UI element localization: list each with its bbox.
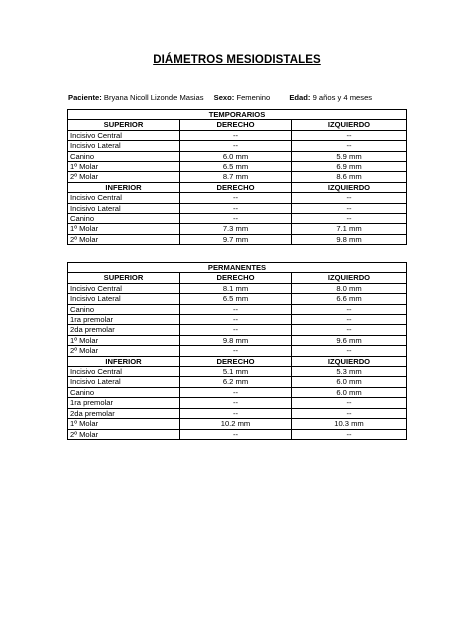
column-header: INFERIOR	[68, 356, 180, 366]
right-value-cell: 7.3 mm	[180, 224, 292, 234]
patient-sex-label: Sexo:	[213, 93, 235, 102]
left-value-cell: --	[292, 408, 407, 418]
right-value-cell: 9.8 mm	[180, 335, 292, 345]
left-value-cell: --	[292, 193, 407, 203]
right-value-cell: 8.7 mm	[180, 172, 292, 182]
tooth-name-cell: 2º Molar	[68, 172, 180, 182]
table-row	[68, 325, 407, 335]
right-value-cell: 6.5 mm	[180, 294, 292, 304]
table-row	[68, 387, 407, 397]
table-row	[68, 203, 407, 213]
permanentes-caption: PERMANENTES	[68, 263, 407, 273]
table-row	[68, 419, 407, 429]
left-value-cell: --	[292, 346, 407, 356]
tooth-name-cell: Canino	[68, 387, 180, 397]
tooth-name-cell: Canino	[68, 304, 180, 314]
tooth-name-cell: 1º Molar	[68, 224, 180, 234]
left-value-cell: --	[292, 304, 407, 314]
permanentes-table	[67, 262, 407, 440]
patient-age-label: Edad:	[289, 93, 311, 102]
left-value-cell: --	[292, 141, 407, 151]
tooth-name-cell: Canino	[68, 151, 180, 161]
tooth-name-cell: Incisivo Lateral	[68, 377, 180, 387]
table-row	[68, 294, 407, 304]
right-value-cell: --	[180, 304, 292, 314]
table-row	[68, 335, 407, 345]
column-header: DERECHO	[180, 273, 292, 283]
table-row	[68, 367, 407, 377]
tooth-name-cell: 1º Molar	[68, 335, 180, 345]
table-row	[68, 398, 407, 408]
column-header: IZQUIERDO	[292, 120, 407, 130]
patient-age: 9 años y 4 meses	[312, 93, 373, 102]
right-value-cell: --	[180, 203, 292, 213]
column-header: IZQUIERDO	[292, 182, 407, 192]
temporarios-caption: TEMPORARIOS	[68, 110, 407, 120]
left-value-cell: 9.6 mm	[292, 335, 407, 345]
right-value-cell: --	[180, 398, 292, 408]
column-header: SUPERIOR	[68, 120, 180, 130]
right-value-cell: 10.2 mm	[180, 419, 292, 429]
right-value-cell: --	[180, 214, 292, 224]
left-value-cell: --	[292, 203, 407, 213]
table-row	[68, 193, 407, 203]
table-row	[68, 429, 407, 439]
table-row	[68, 224, 407, 234]
temporarios-caption-row	[68, 110, 407, 120]
superior-header-row	[68, 120, 407, 130]
right-value-cell: 5.1 mm	[180, 367, 292, 377]
left-value-cell: --	[292, 398, 407, 408]
left-value-cell: 6.9 mm	[292, 162, 407, 172]
column-header: IZQUIERDO	[292, 273, 407, 283]
left-value-cell: --	[292, 214, 407, 224]
patient-name-label: Paciente:	[68, 93, 102, 102]
left-value-cell: 5.3 mm	[292, 367, 407, 377]
table-row	[68, 315, 407, 325]
right-value-cell: --	[180, 193, 292, 203]
document-title: DIÁMETROS MESIODISTALES	[153, 54, 321, 66]
right-value-cell: 6.0 mm	[180, 151, 292, 161]
left-value-cell: 5.9 mm	[292, 151, 407, 161]
left-value-cell: 9.8 mm	[292, 234, 407, 244]
right-value-cell: --	[180, 325, 292, 335]
tooth-name-cell: 1º Molar	[68, 419, 180, 429]
left-value-cell: 6.6 mm	[292, 294, 407, 304]
right-value-cell: --	[180, 141, 292, 151]
table-row	[68, 130, 407, 140]
right-value-cell: 8.1 mm	[180, 283, 292, 293]
table-row	[68, 172, 407, 182]
tooth-name-cell: 1º Molar	[68, 162, 180, 172]
right-value-cell: --	[180, 408, 292, 418]
tooth-name-cell: 2º Molar	[68, 234, 180, 244]
left-value-cell: 6.0 mm	[292, 387, 407, 397]
superior-header-row	[68, 273, 407, 283]
patient-sex: Femenino	[236, 93, 271, 102]
left-value-cell: 7.1 mm	[292, 224, 407, 234]
table-row	[68, 283, 407, 293]
table-row	[68, 151, 407, 161]
tooth-name-cell: Incisivo Lateral	[68, 141, 180, 151]
table-row	[68, 304, 407, 314]
right-value-cell: --	[180, 130, 292, 140]
permanentes-caption-row	[68, 263, 407, 273]
left-value-cell: 8.0 mm	[292, 283, 407, 293]
table-row	[68, 346, 407, 356]
table-row	[68, 214, 407, 224]
tooth-name-cell: Incisivo Central	[68, 283, 180, 293]
left-value-cell: 8.6 mm	[292, 172, 407, 182]
column-header: SUPERIOR	[68, 273, 180, 283]
left-value-cell: --	[292, 325, 407, 335]
left-value-cell: --	[292, 315, 407, 325]
column-header: INFERIOR	[68, 182, 180, 192]
table-row	[68, 234, 407, 244]
tooth-name-cell: 1ra premolar	[68, 315, 180, 325]
tooth-name-cell: Incisivo Lateral	[68, 203, 180, 213]
column-header: IZQUIERDO	[292, 356, 407, 366]
tooth-name-cell: Canino	[68, 214, 180, 224]
tooth-name-cell: 2º Molar	[68, 346, 180, 356]
patient-name: Bryana Nicoll Lizonde Masias	[103, 93, 204, 102]
left-value-cell: --	[292, 130, 407, 140]
table-row	[68, 408, 407, 418]
column-header: DERECHO	[180, 120, 292, 130]
column-header: DERECHO	[180, 356, 292, 366]
temporarios-table	[67, 109, 407, 245]
right-value-cell: 9.7 mm	[180, 234, 292, 244]
tooth-name-cell: 2º Molar	[68, 429, 180, 439]
tooth-name-cell: Incisivo Lateral	[68, 294, 180, 304]
tooth-name-cell: 1ra premolar	[68, 398, 180, 408]
right-value-cell: --	[180, 346, 292, 356]
tooth-name-cell: Incisivo Central	[68, 130, 180, 140]
right-value-cell: 6.2 mm	[180, 377, 292, 387]
tooth-name-cell: Incisivo Central	[68, 367, 180, 377]
table-row	[68, 377, 407, 387]
right-value-cell: --	[180, 429, 292, 439]
left-value-cell: 6.0 mm	[292, 377, 407, 387]
table-row	[68, 141, 407, 151]
tooth-name-cell: 2da premolar	[68, 325, 180, 335]
right-value-cell: --	[180, 315, 292, 325]
table-row	[68, 162, 407, 172]
left-value-cell: 10.3 mm	[292, 419, 407, 429]
right-value-cell: --	[180, 387, 292, 397]
right-value-cell: 6.5 mm	[180, 162, 292, 172]
column-header: DERECHO	[180, 182, 292, 192]
patient-info-line	[68, 93, 372, 102]
tooth-name-cell: Incisivo Central	[68, 193, 180, 203]
inferior-header-row	[68, 356, 407, 366]
tooth-name-cell: 2da premolar	[68, 408, 180, 418]
inferior-header-row	[68, 182, 407, 192]
left-value-cell: --	[292, 429, 407, 439]
